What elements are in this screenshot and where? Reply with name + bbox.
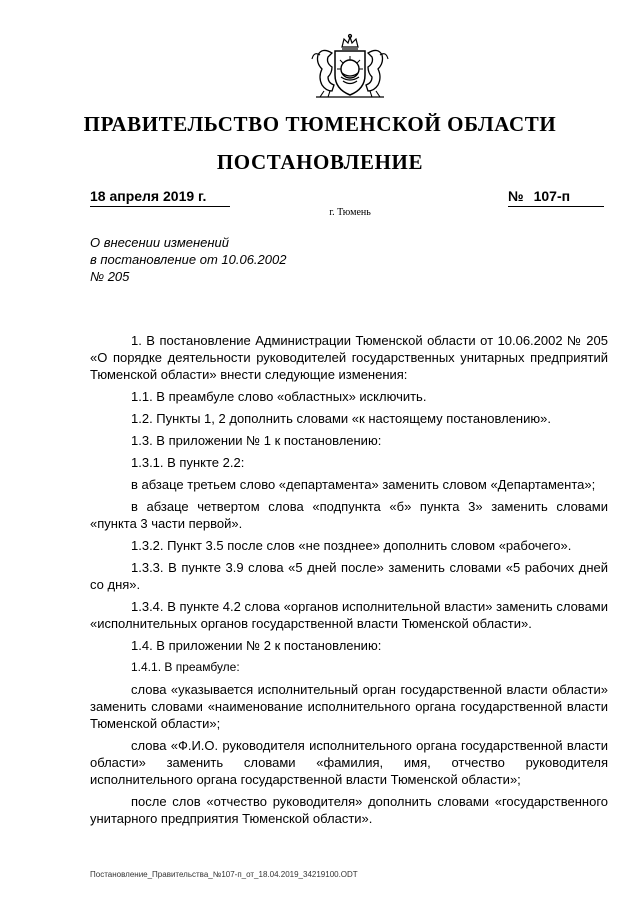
body-paragraph: слова «указывается исполнительный орган государственной власти области» заменить словами «наименование исполнительного органа государственной власти Тюменской области»; (90, 682, 608, 731)
body-paragraph: 1.4. В приложении № 2 к постановлению: (131, 638, 382, 653)
subject-line: О внесении изменений (90, 235, 229, 250)
body-paragraph: 1.1. В преамбуле слово «областных» исключить. (131, 389, 427, 404)
footer-filename: Постановление_Правительства_№107-п_от_18.04.2019_34219100.ODT (90, 870, 358, 879)
number-sign: № (508, 188, 524, 204)
body-paragraph: в абзаце четвертом слова «подпункта «б» пункта 3» заменить словами «пункта 3 части первой». (90, 499, 608, 531)
document-type-title: ПОСТАНОВЛЕНИЕ (216, 150, 424, 174)
organization-title: ПРАВИТЕЛЬСТВО ТЮМЕНСКОЙ ОБЛАСТИ (83, 112, 557, 136)
body-paragraph: в абзаце третьем слово «департамента» заменить словом «Департамента»; (131, 477, 596, 492)
subject-line: № 205 (90, 269, 130, 284)
document-city: г. Тюмень (329, 207, 371, 218)
body-paragraph: 1.3.2. Пункт 3.5 после слов «не позднее» дополнить словом «рабочего». (131, 538, 572, 553)
body-paragraph: после слов «отчество руководителя» дополнить словами «государственного унитарного предприятия Тюменской области». (90, 794, 608, 826)
subject-line: в постановление от 10.06.2002 (90, 252, 287, 267)
document-number (508, 188, 604, 207)
document-body (90, 332, 608, 832)
body-paragraph: 1.3.3. В пункте 3.9 слова «5 дней после» заменить словами «5 рабочих дней со дня». (90, 560, 608, 592)
body-paragraph: 1.4.1. В преамбуле: (131, 660, 240, 674)
document-date (90, 188, 230, 207)
body-paragraph: 1.3.1. В пункте 2.2: (131, 455, 245, 470)
body-paragraph: слова «Ф.И.О. руководителя исполнительного органа государственной власти области» заменить словами «фамилия, имя, отчество руководителя исполнительного органа государственной власти Тюменской области»; (90, 738, 608, 787)
document-number-text: 107-п (533, 188, 571, 204)
document-subject (90, 234, 390, 285)
body-paragraph: 1.2. Пункты 1, 2 дополнить словами «к настоящему постановлению». (131, 411, 551, 426)
document-date-text: 18 апреля 2019 г. (90, 188, 207, 204)
body-paragraph: 1. В постановление Администрации Тюменской области от 10.06.2002 № 205 «О порядке деятельности руководителей государственных унитарных предприятий Тюменской области» внести следующие изменения: (90, 333, 608, 382)
coat-of-arms-emblem (302, 33, 398, 99)
body-paragraph: 1.3.4. В пункте 4.2 слова «органов исполнительной власти» заменить словами «исполнительных органов государственной власти Тюменской области». (90, 599, 608, 631)
body-paragraph: 1.3. В приложении № 1 к постановлению: (131, 433, 382, 448)
